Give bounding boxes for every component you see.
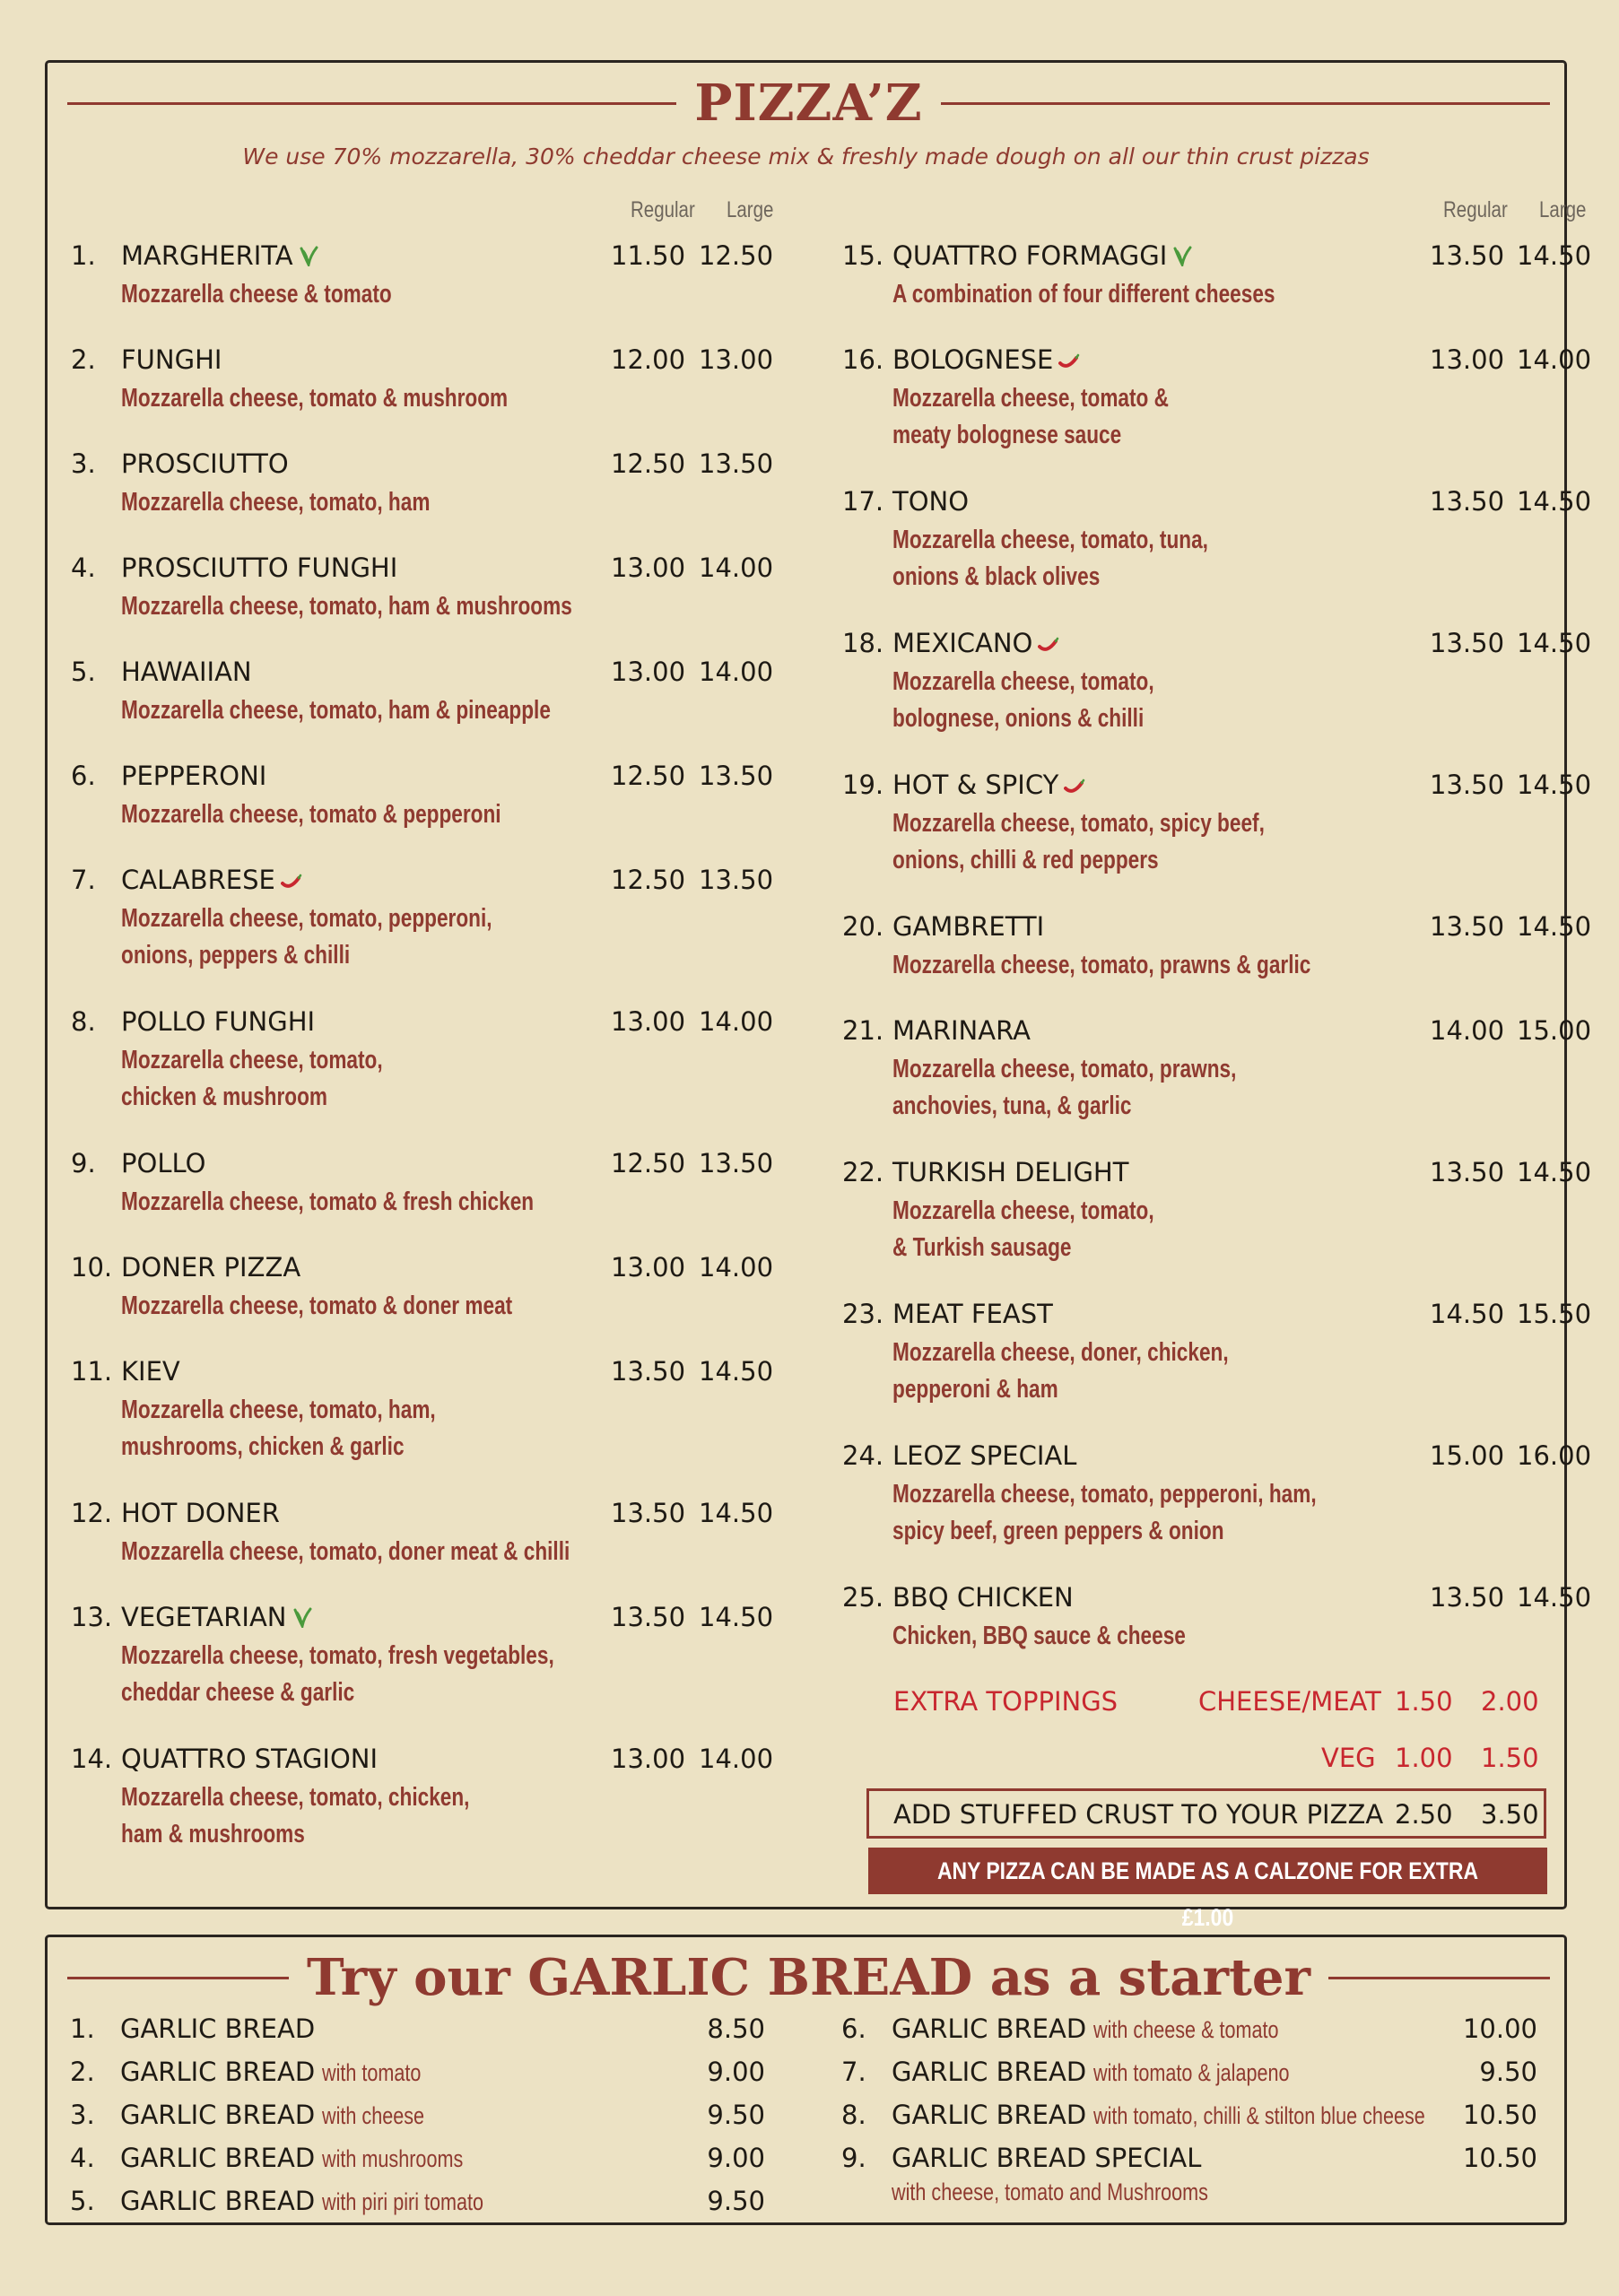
item-number: 1. [70,2013,95,2044]
item-variant: with tomato, chilli & stilton blue cheese [1093,2102,1425,2129]
item-description: Mozzarella cheese, tomato, bolognese, onions & chilli [892,667,1154,733]
item-variant: with piri piri tomato [322,2188,484,2215]
menu-item [71,448,794,552]
item-variant: with mushrooms [322,2145,464,2172]
price-large: 14.00 [699,1252,774,1283]
item-name-text: HOT DONER [121,1498,280,1528]
garlic-bread-item [70,2013,765,2053]
item-number: 18. [842,628,884,658]
item-number: 11. [71,1356,113,1387]
menu-item [71,1006,794,1148]
price-regular: 12.50 [611,761,686,791]
item-number: 20. [842,911,884,942]
item-number: 8. [841,2100,866,2130]
title-rule-left [67,1977,289,1979]
item-name [121,865,302,897]
item-description: Mozzarella cheese, tomato, chicken, ham & mushrooms [121,1783,470,1848]
item-name [121,1252,300,1283]
item-name-text: VEGETARIAN [121,1602,287,1632]
veg-icon [292,1604,312,1634]
item-description: A combination of four different cheeses [892,280,1275,309]
item-name [121,448,289,479]
price-regular: 13.50 [1430,486,1505,517]
pizza-list-left [71,240,794,1885]
item-number: 19. [842,770,884,800]
item-number: 5. [70,2186,95,2216]
menu-item [842,628,1592,770]
item-name-text: MEXICANO [892,628,1033,658]
price-regular: 13.00 [611,1744,686,1774]
item-number: 7. [71,865,96,895]
price-large: 14.00 [1517,344,1592,375]
price-large: 14.50 [1517,1582,1592,1613]
size-header-right [842,196,1587,240]
item-name-text: KIEV [121,1356,180,1387]
menu-item [71,1252,794,1356]
item-number: 3. [71,448,96,479]
extra-cheese-meat-regular: 1.50 [1395,1686,1453,1717]
item-name [121,552,397,583]
item-price: 9.50 [707,2100,765,2130]
item-name-text: FUNGHI [121,344,222,375]
item-name-text: TONO [892,486,970,517]
garlic-title-row [67,1948,1550,2007]
item-number: 3. [70,2100,95,2130]
price-large: 14.50 [1517,628,1592,658]
item-price: 10.50 [1462,2143,1537,2173]
item-name [121,344,222,375]
menu-item [71,1498,794,1602]
item-name [120,2186,524,2216]
price-regular: 13.50 [1430,911,1505,942]
price-regular: 13.00 [611,1252,686,1283]
menu-item [71,865,794,1006]
item-number: 4. [70,2143,95,2173]
price-large: 13.50 [699,761,774,791]
item-price: 9.00 [707,2057,765,2087]
garlic-title: Try our GARLIC BREAD as a starter [307,1948,1310,2007]
item-name [892,911,1044,942]
garlic-bread-item [841,2057,1537,2096]
item-number: 6. [841,2013,866,2044]
item-description: Mozzarella cheese, tomato, ham [121,488,431,517]
price-regular: 12.50 [611,448,686,479]
size-header-left [71,196,794,240]
chilli-icon [281,866,302,897]
price-regular: 13.50 [611,1356,686,1387]
item-number: 22. [842,1157,884,1187]
price-large: 13.00 [699,344,774,375]
item-name-text: MEAT FEAST [892,1299,1053,1329]
price-regular: 14.50 [1430,1299,1505,1329]
item-name-text: MARGHERITA [121,240,293,271]
item-description: Mozzarella cheese, tomato, pepperoni, ham, spicy beef, green peppers & onion [892,1480,1317,1545]
item-description: Mozzarella cheese, tomato, pepperoni, onions, peppers & chilli [121,904,492,970]
item-number: 12. [71,1498,113,1528]
item-description: Mozzarella cheese, tomato, prawns & garlic [892,951,1311,979]
item-name-text: HAWAIIAN [121,657,252,687]
item-number: 17. [842,486,884,517]
item-name-text: PROSCIUTTO [121,448,289,479]
item-description: Mozzarella cheese, tomato & fresh chicken [121,1187,535,1216]
menu-item [71,657,794,761]
garlic-bread-item [70,2143,765,2182]
item-name-text: QUATTRO FORMAGGI [892,240,1168,271]
size-large-label: Large [727,197,774,222]
menu-item [842,344,1592,486]
item-number: 16. [842,344,884,375]
item-name-text: QUATTRO STAGIONI [121,1744,379,1774]
extra-cheese-meat-label: CHEESE/MEAT [1198,1686,1381,1717]
menu-item [71,552,794,657]
item-variant: with cheese & tomato [1093,2016,1279,2043]
item-name-text: PEPPERONI [121,761,267,791]
item-name [892,486,969,517]
price-large: 14.50 [1517,911,1592,942]
item-name [892,628,1059,660]
item-description: Chicken, BBQ sauce & cheese [892,1622,1186,1650]
price-regular: 13.50 [1430,1582,1505,1613]
item-name [121,1744,378,1774]
garlic-bread-item [70,2100,765,2139]
price-regular: 13.00 [1430,344,1505,375]
item-price: 9.50 [707,2186,765,2216]
item-name-text: GARLIC BREAD [120,2057,316,2087]
calzone-banner [868,1848,1547,1931]
item-number: 21. [842,1015,884,1046]
item-description: Mozzarella cheese, tomato, doner meat & chilli [121,1537,570,1566]
item-name [892,1299,1053,1329]
garlic-bread-item [841,2100,1537,2139]
item-name [120,2013,315,2044]
menu-item [71,1744,794,1885]
item-name-text: BBQ CHICKEN [892,1582,1074,1613]
price-large: 14.00 [699,1006,774,1037]
stuffed-crust-box [866,1788,1546,1839]
price-regular: 12.00 [611,344,686,375]
price-regular: 12.50 [611,865,686,895]
price-regular: 14.00 [1430,1015,1505,1046]
item-description: Mozzarella cheese, tomato, spicy beef, onions, chilli & red peppers [892,809,1265,874]
extra-veg-regular: 1.00 [1395,1743,1453,1773]
item-description: Mozzarella cheese, tomato, tuna, onions & black olives [892,526,1208,591]
item-price: 9.50 [1479,2057,1537,2087]
item-name-text: POLLO [121,1148,206,1178]
item-description: Mozzarella cheese, tomato & meaty bolognese sauce [892,384,1169,449]
price-regular: 11.50 [611,240,686,271]
item-name [892,2013,1325,2044]
title-rule-left [67,102,676,105]
item-name-text: GARLIC BREAD [120,2100,316,2130]
garlic-bread-item [70,2186,765,2225]
item-variant: with tomato & jalapeno [1093,2059,1290,2086]
stuffed-crust-large: 3.50 [1481,1799,1539,1830]
item-number: 24. [842,1440,884,1471]
extra-veg-large: 1.50 [1481,1743,1539,1773]
menu-item [842,1157,1592,1299]
item-name [121,657,252,687]
item-variant: with tomato [322,2059,422,2086]
menu-item [71,1148,794,1252]
item-number: 10. [71,1252,113,1283]
price-large: 14.50 [699,1602,774,1632]
item-name [892,2057,1338,2087]
item-description: Mozzarella cheese, tomato, chicken & mushroom [121,1046,383,1111]
item-name [121,1356,180,1387]
item-name-text: GARLIC BREAD [892,2013,1087,2044]
item-name-text: DONER PIZZA [121,1252,301,1283]
item-name-text: GARLIC BREAD [892,2100,1087,2130]
garlic-bread-item [841,2013,1537,2053]
price-large: 14.50 [699,1498,774,1528]
item-number: 9. [71,1148,96,1178]
price-regular: 13.00 [611,1006,686,1037]
price-large: 13.50 [699,1148,774,1178]
item-name-text: TURKISH DELIGHT [892,1157,1129,1187]
price-large: 13.50 [699,448,774,479]
item-name-text: GARLIC BREAD [120,2186,316,2216]
extra-cheese-meat-large: 2.00 [1481,1686,1539,1717]
price-large: 14.50 [1517,486,1592,517]
veg-icon [299,242,318,273]
item-number: 8. [71,1006,96,1037]
price-large: 14.50 [1517,770,1592,800]
item-price: 10.00 [1462,2013,1537,2044]
item-name-text: GARLIC BREAD SPECIAL [892,2143,1202,2173]
item-name [892,1582,1074,1613]
item-name [892,1157,1128,1187]
item-name [892,1440,1076,1471]
item-name-text: GARLIC BREAD [120,2143,316,2173]
item-name-text: HOT & SPICY [892,770,1059,800]
price-regular: 13.50 [1430,240,1505,271]
chilli-icon [1058,346,1080,377]
menu-item [71,344,794,448]
item-description: Mozzarella cheese, tomato, ham & pineapple [121,696,551,725]
stuffed-crust-label: ADD STUFFED CRUST TO YOUR PIZZA [893,1799,1384,1830]
price-large: 14.00 [699,657,774,687]
item-description: Mozzarella cheese, tomato, fresh vegetables, cheddar cheese & garlic [121,1641,554,1707]
item-description: Mozzarella cheese, doner, chicken, pepperoni & ham [892,1338,1229,1404]
item-name-text: GARLIC BREAD [120,2013,316,2044]
item-name-text: BOLOGNESE [892,344,1054,375]
item-description: Mozzarella cheese, tomato & mushroom [121,384,509,413]
item-number: 14. [71,1744,113,1774]
price-regular: 13.50 [1430,1157,1505,1187]
size-large-label: Large [1539,197,1587,222]
item-name-text: CALABRESE [121,865,275,895]
menu-item [71,761,794,865]
menu-item [842,1299,1592,1440]
item-name-text: LEOZ SPECIAL [892,1440,1077,1471]
veg-icon [1172,242,1192,273]
menu-item [842,770,1592,911]
size-regular-label: Regular [1443,197,1508,222]
menu-item [71,240,794,344]
item-description: Mozzarella cheese, tomato, ham & mushrooms [121,592,572,621]
price-large: 14.50 [1517,1157,1592,1187]
price-large: 14.50 [1517,240,1592,271]
item-number: 2. [70,2057,95,2087]
item-description: Mozzarella cheese, tomato & doner meat [121,1292,513,1320]
calzone-banner-text: ANY PIZZA CAN BE MADE AS A CALZONE FOR EXTRA £1.00 [936,1857,1479,1931]
item-name [121,240,318,273]
item-number: 6. [71,761,96,791]
price-regular: 12.50 [611,1148,686,1178]
pizza-list-right [842,240,1592,1686]
item-name [892,2100,1508,2130]
item-name [120,2143,499,2173]
chilli-icon [1064,771,1085,802]
item-name [892,344,1080,377]
garlic-bread-item [70,2057,765,2096]
price-regular: 13.50 [1430,770,1505,800]
item-number: 4. [71,552,96,583]
price-regular: 13.00 [611,657,686,687]
price-regular: 13.50 [611,1498,686,1528]
item-price: 9.00 [707,2143,765,2173]
item-name-text: PROSCIUTTO FUNGHI [121,552,398,583]
price-large: 13.50 [699,865,774,895]
menu-item [842,1582,1592,1686]
price-large: 14.00 [699,552,774,583]
item-description: Mozzarella cheese, tomato, prawns, anchovies, tuna, & garlic [892,1055,1237,1120]
item-description: Mozzarella cheese & tomato [121,280,392,309]
item-number: 2. [71,344,96,375]
menu-item [842,1440,1592,1582]
item-description: Mozzarella cheese, tomato, ham, mushrooms, chicken & garlic [121,1396,436,1461]
item-name [892,2143,1201,2173]
item-name [120,2100,450,2130]
price-regular: 13.00 [611,552,686,583]
item-name [121,1006,315,1037]
extra-veg-label: VEG [1321,1743,1376,1773]
price-regular: 13.50 [1430,628,1505,658]
price-large: 14.50 [699,1356,774,1387]
item-name-text: POLLO FUNGHI [121,1006,316,1037]
extra-toppings-label: EXTRA TOPPINGS [893,1686,1119,1717]
size-regular-label: Regular [631,197,695,222]
price-regular: 13.50 [611,1602,686,1632]
pizza-column-right [842,196,1592,1686]
item-description: with cheese, tomato and Mushrooms [892,2179,1208,2205]
pizza-column-left [71,196,794,1885]
title-rule-right [941,102,1550,105]
item-number: 9. [841,2143,866,2173]
pizza-subtitle: We use 70% mozzarella, 30% cheddar cheese mix & freshly made dough on all our thin crust pizzas [242,144,1370,170]
item-number: 7. [841,2057,866,2087]
item-number: 1. [71,240,96,271]
menu-item [71,1356,794,1498]
item-description: Mozzarella cheese, tomato & pepperoni [121,800,501,829]
item-name [892,240,1192,273]
item-name [120,2057,446,2087]
item-name [892,1015,1031,1046]
item-name-text: GARLIC BREAD [892,2057,1087,2087]
menu-item [842,486,1592,628]
price-large: 15.00 [1517,1015,1592,1046]
chilli-icon [1038,630,1059,660]
item-name-text: GAMBRETTI [892,911,1045,942]
item-name [121,1498,280,1528]
item-name [121,761,266,791]
item-variant: with cheese [322,2102,425,2129]
pizza-title: PIZZA’Z [694,74,923,133]
item-number: 25. [842,1582,884,1613]
item-price: 10.50 [1462,2100,1537,2130]
item-number: 23. [842,1299,884,1329]
menu-item [842,911,1592,1015]
price-large: 16.00 [1517,1440,1592,1471]
price-large: 15.50 [1517,1299,1592,1329]
garlic-bread-item [841,2143,1537,2182]
price-regular: 15.00 [1430,1440,1505,1471]
price-large: 12.50 [699,240,774,271]
item-number: 5. [71,657,96,687]
stuffed-crust-regular: 2.50 [1395,1799,1453,1830]
menu-item [842,1015,1592,1157]
item-number: 15. [842,240,884,271]
price-large: 14.00 [699,1744,774,1774]
item-number: 13. [71,1602,113,1632]
item-price: 8.50 [707,2013,765,2044]
menu-item [71,1602,794,1744]
title-rule-right [1328,1977,1550,1979]
pizza-title-row [67,74,1550,133]
item-name [121,1148,205,1178]
item-name [892,770,1085,802]
pizza-menu-panel [45,60,1592,1909]
menu-item [842,240,1592,344]
item-description: Mozzarella cheese, tomato, & Turkish sausage [892,1196,1154,1262]
item-name-text: MARINARA [892,1015,1031,1046]
item-name [121,1602,312,1634]
